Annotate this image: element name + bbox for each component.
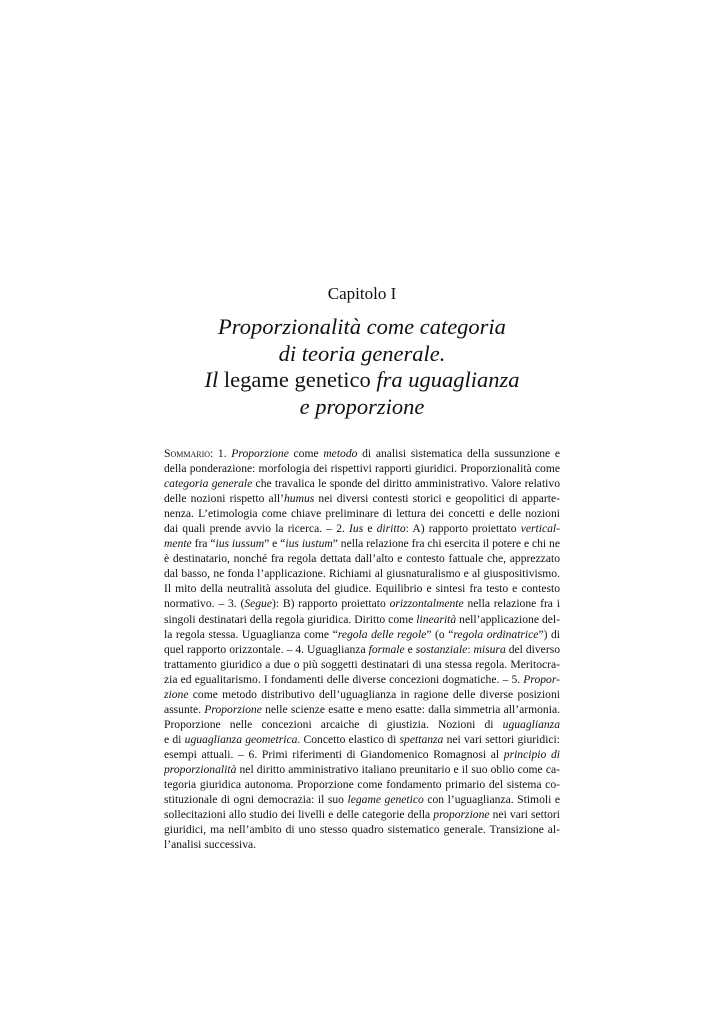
summary-text: la regola stessa. Uguaglianza come “ (164, 627, 338, 641)
summary-text: humus (284, 492, 315, 506)
summary-text: quel rapporto orizzontale. – 4. Uguaglianza (164, 642, 369, 656)
summary-text: con l’uguaglianza. Stimoli e (423, 793, 560, 807)
title-text: legame genetico (218, 367, 377, 392)
summary-text: normativo. – 3. ( (164, 597, 245, 611)
summary-text: nel diritto amministrativo italiano preunitario e il suo oblio come ca- (236, 762, 560, 776)
summary-text: e di (164, 732, 185, 746)
summary-text: che travalica le sponde del diritto amministrativo. Valore relativo (252, 477, 560, 491)
summary-line (164, 536, 560, 551)
title-line (150, 314, 574, 341)
summary-text: diritto (376, 522, 406, 536)
summary-text: legame genetico (347, 793, 424, 807)
chapter-title (150, 314, 574, 420)
summary-text: zia ed egualitarismo. I fondamenti delle diverse concezioni dogmatiche. – 5. (164, 672, 524, 686)
summary-text: tegoria giuridica autonoma. Proporzione come fondamento primario del sistema co- (164, 778, 560, 792)
summary-text: dal basso, ne fonda l’applicazione. Richiami al giusnaturalismo e al giuspositivismo. (164, 567, 560, 581)
summary-text: sostanziale (415, 642, 468, 656)
summary-line (164, 491, 560, 506)
summary-line (164, 551, 560, 566)
title-text: di teoria generale. (278, 340, 446, 366)
summary-text: nenza. L’etimologia come chiave preliminare di lettura dei concetti e delle nozioni (164, 507, 560, 521)
summary-text: vertical- (520, 522, 560, 536)
summary-text: zione (164, 687, 189, 701)
summary-text: regola ordinatrice (453, 627, 539, 641)
chapter-label: Capitolo I (327, 284, 397, 303)
summary-text: Proporzione nelle concezioni arcaiche di giustizia. Nozioni di (164, 717, 503, 731)
summary-line (164, 717, 560, 732)
summary-text: principio di (503, 747, 560, 761)
summary-text: ”) di (538, 627, 560, 641)
summary-line (164, 521, 560, 536)
summary-text: esempi attuali. – 6. Primi riferimenti di Giandomenico Romagnosi al (164, 747, 504, 761)
summary-text: uguaglianza geometrica (184, 732, 298, 746)
summary-line (164, 837, 560, 852)
summary-text: : (467, 642, 474, 656)
summary-text: ius iustum (285, 537, 333, 551)
summary-line (164, 687, 560, 702)
summary-line (164, 581, 560, 596)
title-text: Proporzionalità come categoria (218, 314, 506, 339)
title-line (150, 394, 574, 421)
summary-text: categoria generale (164, 477, 253, 491)
summary-text: nella relazione fra i (463, 597, 560, 611)
summary-text: formale (368, 642, 405, 656)
summary-text: nei vari settori (489, 808, 560, 822)
summary-text: trattamento giuridico a due o più soggetti destinatari di una stessa regola. Meritocra- (164, 657, 560, 671)
summary-text: Il mito della neutralità assoluta del giudice. Equilibrio e sintesi fra testo e contesto (164, 582, 560, 596)
summary-text: orizzontalmente (389, 597, 464, 611)
title-text: e proporzione (299, 393, 425, 419)
summary-line (164, 792, 560, 807)
summary-text: Segue (244, 597, 272, 611)
summary-text: fra “ (191, 537, 216, 551)
summary-text: Sommario (164, 447, 211, 460)
summary-text: . Concetto elastico di (297, 732, 400, 746)
summary-text: dai quali prende avvio la ricerca. – 2. (164, 522, 350, 536)
summary-text: Propor- (523, 672, 560, 686)
summary-text: regola delle regole (337, 627, 427, 641)
summary-line (164, 657, 560, 672)
summary-line (164, 777, 560, 792)
summary-text: : A) rapporto proiettato (405, 522, 521, 536)
title-text: Il (204, 367, 219, 392)
summary-line (164, 461, 560, 476)
summary-text: singoli destinatari della regola giuridica. Diritto come (164, 612, 417, 626)
summary-line (164, 446, 560, 461)
summary-line (164, 822, 560, 837)
summary-text: nelle scienze esatte e meno esatte: dalla simmetria all’armonia. (261, 702, 560, 716)
summary-line (164, 566, 560, 581)
summary-line (164, 627, 560, 642)
summary-text: è destinatario, nonché fra regola dettata dall’alto e contesto fattuale che, apprezzato (164, 552, 560, 566)
summary-text: ius iussum (215, 537, 265, 551)
summary-text: linearità (416, 612, 457, 626)
summary-text: e (363, 522, 377, 536)
title-line (150, 341, 574, 368)
summary-text: metodo (323, 447, 358, 460)
summary-text: come metodo distributivo dell’uguaglianza in ragione delle diverse posizioni (188, 687, 560, 701)
summary-text: giuridici, ma nell’ambito di uno stesso quadro sistematico generale. Transizione al- (164, 823, 560, 837)
title-line (150, 367, 574, 394)
summary-text: ” (o “ (426, 627, 454, 641)
summary-line (164, 702, 560, 717)
summary-text: Proporzione (204, 702, 262, 716)
summary-text: nei vari settori giuridici: (443, 732, 560, 746)
summary-text: della ponderazione: morfologia dei rispettivi rapporti giuridici. Proporzionalità come (164, 462, 560, 476)
summary-line (164, 747, 560, 762)
summary-text: del diverso (505, 642, 560, 656)
summary-line (164, 807, 560, 822)
summary-text: ” nella relazione fra chi esercita il potere e chi ne (332, 537, 560, 551)
summary-line (164, 732, 560, 747)
summary-text: proporzionalità (164, 762, 237, 776)
summary-text: proporzione (433, 808, 490, 822)
summary-line (164, 596, 560, 611)
title-text: fra uguaglianza (376, 367, 520, 392)
summary-text: come (288, 447, 324, 460)
summary-text: uguaglianza (502, 717, 560, 731)
summary-text: e (404, 642, 416, 656)
summary-text: nell’applicazione del- (456, 612, 560, 626)
summary-line (164, 506, 560, 521)
summary-text: Proporzione (231, 447, 289, 460)
summary-text: ): B) rapporto proiettato (272, 597, 390, 611)
summary-text: l’analisi successiva. (164, 838, 257, 852)
summary-line (164, 612, 560, 627)
summary-line (164, 672, 560, 687)
summary-text: mente (164, 537, 192, 551)
summary-text: misura (473, 642, 506, 656)
summary-text: assunte. (164, 702, 205, 716)
summary-text: ” e “ (264, 537, 286, 551)
summary-line (164, 476, 560, 491)
summary-line (164, 762, 560, 777)
summary-line (164, 642, 560, 657)
summary-text: spettanza (399, 732, 444, 746)
summary-text: Ius (349, 522, 364, 536)
chapter-summary (164, 446, 560, 852)
summary-text: : 1. (210, 447, 232, 460)
summary-text: delle nozioni rispetto all’ (164, 492, 284, 506)
summary-text: stituzionale di ogni democrazia: il suo (164, 793, 348, 807)
summary-text: nei diversi contesti storici e geopolitici di apparte- (314, 492, 560, 506)
summary-text: sollecitazioni allo studio dei livelli e delle categorie della (164, 808, 434, 822)
summary-text: di analisi sistematica della sussunzione e (357, 447, 560, 460)
